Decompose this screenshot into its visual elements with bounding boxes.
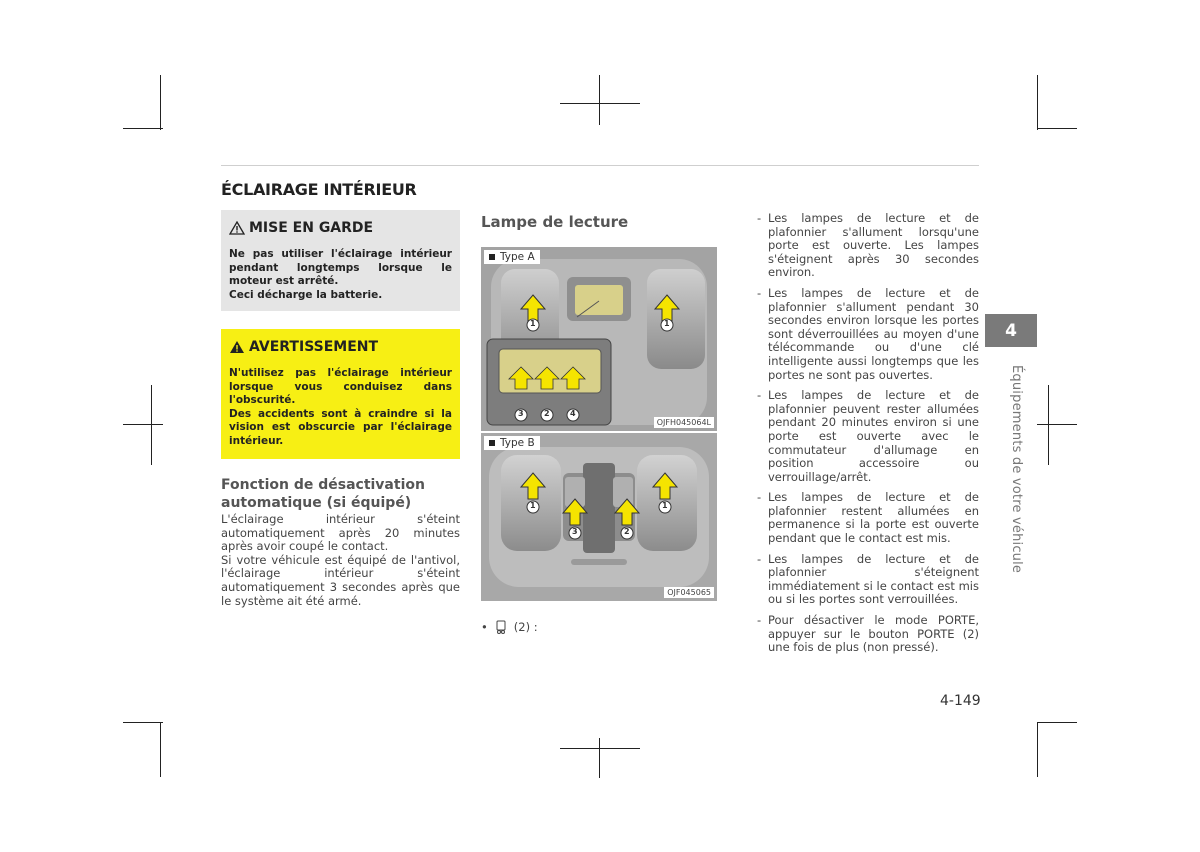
list-item: - Les lampes de lecture et de plafonnier restent allumées en permanence si la porte est ouverte pendant que le contact est mis.: [757, 490, 979, 546]
callout-4: 4: [570, 409, 576, 418]
caution-text: Ne pas utiliser l'éclairage intérieur pendant longtemps lorsque le moteur est arrêté.: [229, 248, 452, 287]
bullet-text: (2) :: [513, 620, 538, 634]
callout-1: 1: [530, 319, 536, 328]
caution-triangle-icon: [229, 221, 245, 235]
auto-off-heading: Fonction de désactivation automatique (si équipé): [221, 477, 425, 511]
callout-2: 2: [544, 409, 550, 418]
callout-1: 1: [664, 319, 670, 328]
square-bullet-icon: [489, 254, 495, 260]
warning-heading: [229, 339, 452, 355]
overhead-console-illustration-a: [481, 247, 717, 431]
list-item: - Les lampes de lecture et de plafonnier s'allument lorsqu'une porte est ouverte. Les lampes s'éteignent après 30 secondes environ.: [757, 211, 979, 280]
caution-heading: [229, 220, 452, 236]
chapter-tab-text: Équipements de votre véhicule: [1009, 365, 1024, 574]
list-item: - Pour désactiver le mode PORTE, appuyer sur le bouton PORTE (2) une fois de plus (non pressé).: [757, 613, 979, 655]
auto-off-paragraph: L'éclairage intérieur s'éteint automatiquement après 20 minutes après avoir coupé le contact.: [221, 512, 460, 554]
callout-1: 1: [662, 501, 668, 510]
warning-box: [221, 329, 460, 459]
list-item: - Les lampes de lecture et de plafonnier s'éteignent immédiatement si le contact est mis ou si les portes sont verrouillées.: [757, 551, 979, 607]
page-number: 4-149: [940, 693, 981, 709]
figure-code: OJFH045064L: [654, 417, 714, 428]
callout-2: 2: [624, 527, 630, 536]
list-item: - Les lampes de lecture et de plafonnier s'allument pendant 30 secondes environ lorsque les portes sont déverrouillées au moyen d'une télécommande ou d'une clé intelligente aussi longtemps que les portes ne sont pas ouvertes.: [757, 285, 979, 382]
figure-type-a: [481, 247, 717, 431]
warning-text: Des accidents sont à craindre si la vision est obscurcie par l'éclairage intérieur.: [229, 407, 452, 447]
bullet-dot: •: [481, 620, 488, 634]
warning-text: N'utilisez pas l'éclairage intérieur lorsque vous conduisez dans l'obscurité.: [229, 367, 452, 406]
caution-text: Ceci décharge la batterie.: [229, 288, 383, 301]
chapter-tab-number: 4: [985, 314, 1037, 347]
figure-label: Type B: [484, 436, 540, 450]
callout-3: 3: [572, 527, 578, 536]
square-bullet-icon: [489, 440, 495, 446]
reading-lamp-heading: Lampe de lecture: [481, 213, 629, 231]
caution-heading-text: MISE EN GARDE: [249, 220, 374, 236]
callout-1: 1: [530, 501, 536, 510]
door-lamp-icon: [494, 620, 508, 634]
figure-type-b: [481, 433, 717, 601]
auto-off-body: [221, 513, 460, 608]
door-button-bullet: [481, 620, 538, 634]
figure-label: Type A: [484, 250, 540, 264]
caution-box: [221, 210, 460, 311]
warning-triangle-icon: [229, 340, 245, 354]
header-rule: [221, 165, 979, 166]
overhead-console-illustration-b: [481, 433, 717, 601]
page-title: ÉCLAIRAGE INTÉRIEUR: [221, 180, 417, 199]
callout-3: 3: [518, 409, 524, 418]
list-item: - Les lampes de lecture et de plafonnier peuvent rester allumées pendant 20 minutes environ si une porte est ouverte avec le commutateur d'allumage en position accessoire ou verrouillage/arrêt.: [757, 388, 979, 484]
figure-code: OJF045065: [664, 587, 714, 598]
warning-heading-text: AVERTISSEMENT: [249, 339, 379, 355]
behavior-list: [757, 212, 979, 662]
auto-off-paragraph: Si votre véhicule est équipé de l'antivol, l'éclairage intérieur s'éteint automatiquement 3 secondes après que le système ait été armé.: [221, 552, 460, 608]
